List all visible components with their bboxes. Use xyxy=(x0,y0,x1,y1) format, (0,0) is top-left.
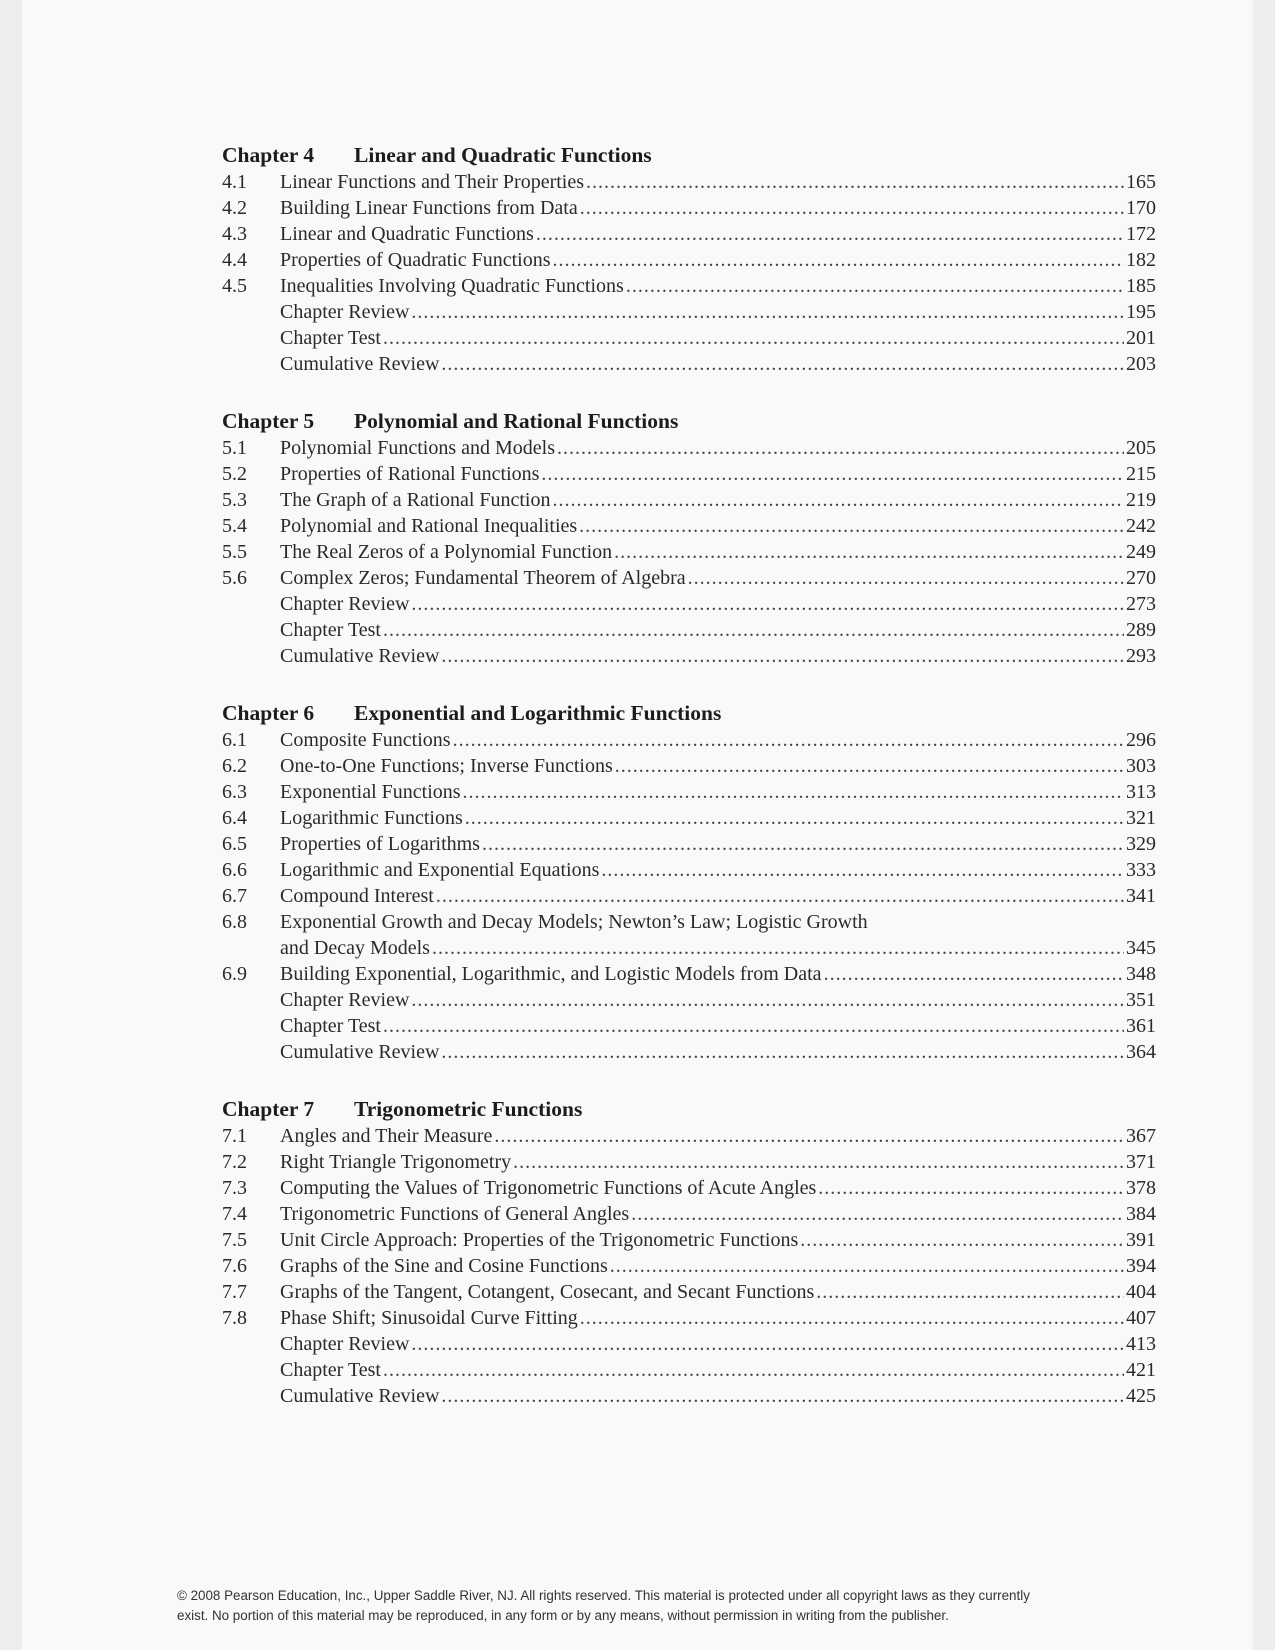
page-number: 293 xyxy=(1126,645,1156,667)
section-number: 7.8 xyxy=(222,1307,247,1329)
toc-entry xyxy=(222,1279,1156,1305)
chapter-title: Exponential and Logarithmic Functions xyxy=(354,701,722,725)
entry-title: Phase Shift; Sinusoidal Curve Fitting xyxy=(280,1307,578,1329)
dot-leader xyxy=(482,831,1124,857)
page-number: 378 xyxy=(1126,1177,1156,1199)
chapter-heading xyxy=(222,141,1156,169)
dot-leader xyxy=(586,169,1124,195)
page-number: 425 xyxy=(1126,1385,1156,1407)
dot-leader xyxy=(580,1305,1124,1331)
toc-entry xyxy=(222,325,1156,351)
page-number: 321 xyxy=(1126,807,1156,829)
dot-leader xyxy=(494,1123,1124,1149)
page-number: 215 xyxy=(1126,463,1156,485)
section-number: 7.6 xyxy=(222,1255,247,1277)
page-number: 384 xyxy=(1126,1203,1156,1225)
dot-leader xyxy=(465,805,1124,831)
entry-title: Chapter Test xyxy=(280,1015,381,1037)
toc-entry xyxy=(222,1305,1156,1331)
chapter-section xyxy=(222,141,1156,377)
entry-title: Properties of Quadratic Functions xyxy=(280,249,551,271)
section-number: 6.5 xyxy=(222,833,247,855)
page-number: 394 xyxy=(1126,1255,1156,1277)
toc-entry xyxy=(222,435,1156,461)
chapter-number: Chapter 4 xyxy=(222,143,315,167)
entry-title: Inequalities Involving Quadratic Functions xyxy=(280,275,624,297)
entry-title: Polynomial and Rational Inequalities xyxy=(280,515,578,537)
dot-leader xyxy=(383,325,1124,351)
section-number: 7.5 xyxy=(222,1229,247,1251)
section-number: 6.4 xyxy=(222,807,247,829)
copyright-line-2: exist. No portion of this material may be reproduced, in any form or by any means, without permission in writing from the publisher. xyxy=(177,1608,949,1623)
dot-leader xyxy=(800,1227,1124,1253)
toc-entry xyxy=(222,883,1156,909)
copyright-notice xyxy=(177,1586,1167,1626)
dot-leader xyxy=(513,1149,1124,1175)
document-page xyxy=(22,0,1253,1650)
dot-leader xyxy=(688,565,1124,591)
entry-title: Cumulative Review xyxy=(280,645,440,667)
toc-entry xyxy=(222,539,1156,565)
chapter-heading xyxy=(222,699,1156,727)
toc-entry xyxy=(222,1201,1156,1227)
section-number: 6.7 xyxy=(222,885,247,907)
dot-leader xyxy=(541,461,1124,487)
entry-title: Building Linear Functions from Data xyxy=(280,197,578,219)
entry-title: Trigonometric Functions of General Angles xyxy=(280,1203,630,1225)
page-number: 182 xyxy=(1126,249,1156,271)
section-number: 7.3 xyxy=(222,1177,247,1199)
chapter-section xyxy=(222,1095,1156,1409)
section-number: 6.3 xyxy=(222,781,247,803)
dot-leader xyxy=(580,195,1124,221)
section-number: 4.1 xyxy=(222,171,247,193)
entry-title: Chapter Test xyxy=(280,619,381,641)
entry-title: Logarithmic Functions xyxy=(280,807,463,829)
dot-leader xyxy=(441,1039,1124,1065)
dot-leader xyxy=(411,1331,1124,1357)
page-number: 296 xyxy=(1126,729,1156,751)
page-number: 367 xyxy=(1126,1125,1156,1147)
entry-title: Linear and Quadratic Functions xyxy=(280,223,534,245)
toc-entry xyxy=(222,299,1156,325)
page-number: 421 xyxy=(1126,1359,1156,1381)
chapter-number: Chapter 6 xyxy=(222,701,315,725)
chapter-number: Chapter 5 xyxy=(222,409,315,433)
section-number: 5.1 xyxy=(222,437,247,459)
toc-entry xyxy=(222,753,1156,779)
toc-entry xyxy=(222,487,1156,513)
entry-title: Cumulative Review xyxy=(280,1385,440,1407)
page-number: 333 xyxy=(1126,859,1156,881)
toc-entry xyxy=(222,1383,1156,1409)
page-number: 303 xyxy=(1126,755,1156,777)
toc-entry xyxy=(222,805,1156,831)
section-number: 7.7 xyxy=(222,1281,247,1303)
page-number: 313 xyxy=(1126,781,1156,803)
chapter-section xyxy=(222,407,1156,669)
chapter-section xyxy=(222,699,1156,1065)
dot-leader xyxy=(601,857,1124,883)
dot-leader xyxy=(626,273,1124,299)
dot-leader xyxy=(411,987,1124,1013)
toc-entry xyxy=(222,247,1156,273)
section-number: 6.8 xyxy=(222,911,247,933)
section-number: 5.6 xyxy=(222,567,247,589)
toc-entry xyxy=(222,643,1156,669)
section-number: 4.2 xyxy=(222,197,247,219)
section-number: 6.2 xyxy=(222,755,247,777)
dot-leader xyxy=(610,1253,1124,1279)
chapter-heading xyxy=(222,407,1156,435)
chapter-title: Linear and Quadratic Functions xyxy=(354,143,652,167)
toc-entry xyxy=(222,987,1156,1013)
page-number: 165 xyxy=(1126,171,1156,193)
section-number: 5.2 xyxy=(222,463,247,485)
dot-leader xyxy=(463,779,1124,805)
toc-entry xyxy=(222,1149,1156,1175)
entry-title: Exponential Functions xyxy=(280,781,461,803)
entry-title: The Graph of a Rational Function xyxy=(280,489,551,511)
toc-entry xyxy=(222,1175,1156,1201)
dot-leader xyxy=(553,247,1125,273)
section-number: 6.9 xyxy=(222,963,247,985)
dot-leader xyxy=(816,1279,1124,1305)
entry-title: Chapter Review xyxy=(280,1333,410,1355)
toc-entry xyxy=(222,1013,1156,1039)
dot-leader xyxy=(557,435,1124,461)
toc-entry xyxy=(222,857,1156,883)
entry-title: Composite Functions xyxy=(280,729,451,751)
toc-entry xyxy=(222,591,1156,617)
dot-leader xyxy=(631,1201,1124,1227)
copyright-line-1: © 2008 Pearson Education, Inc., Upper Saddle River, NJ. All rights reserved. This material is protected under all copyright laws as they currently xyxy=(177,1588,1030,1603)
entry-title: One-to-One Functions; Inverse Functions xyxy=(280,755,613,777)
page-number: 371 xyxy=(1126,1151,1156,1173)
entry-title: Right Triangle Trigonometry xyxy=(280,1151,512,1173)
entry-title: Properties of Logarithms xyxy=(280,833,480,855)
section-number: 4.4 xyxy=(222,249,247,271)
page-number: 270 xyxy=(1126,567,1156,589)
toc-entry xyxy=(222,617,1156,643)
toc-entry xyxy=(222,779,1156,805)
toc-entry xyxy=(222,909,1156,961)
entry-title: Graphs of the Sine and Cosine Functions xyxy=(280,1255,608,1277)
dot-leader xyxy=(824,961,1124,987)
toc-entry xyxy=(222,727,1156,753)
page-number: 203 xyxy=(1126,353,1156,375)
page-number: 201 xyxy=(1126,327,1156,349)
dot-leader xyxy=(432,935,1124,961)
dot-leader xyxy=(436,883,1124,909)
section-number: 6.6 xyxy=(222,859,247,881)
entry-title-continued: and Decay Models xyxy=(280,937,430,959)
entry-title: Graphs of the Tangent, Cotangent, Cosecant, and Secant Functions xyxy=(280,1281,815,1303)
page-number: 205 xyxy=(1126,437,1156,459)
page-number: 329 xyxy=(1126,833,1156,855)
dot-leader xyxy=(383,1013,1124,1039)
toc-entry xyxy=(222,221,1156,247)
page-number: 249 xyxy=(1126,541,1156,563)
section-number: 5.5 xyxy=(222,541,247,563)
dot-leader xyxy=(614,539,1124,565)
page-number: 345 xyxy=(1126,937,1156,959)
page-number: 219 xyxy=(1126,489,1156,511)
toc-entry xyxy=(222,565,1156,591)
dot-leader xyxy=(441,643,1124,669)
page-number: 391 xyxy=(1126,1229,1156,1251)
entry-title: Complex Zeros; Fundamental Theorem of Algebra xyxy=(280,567,686,589)
section-number: 5.4 xyxy=(222,515,247,537)
dot-leader xyxy=(536,221,1124,247)
dot-leader xyxy=(553,487,1125,513)
entry-title: Cumulative Review xyxy=(280,1041,440,1063)
page-number: 273 xyxy=(1126,593,1156,615)
entry-title: Unit Circle Approach: Properties of the Trigonometric Functions xyxy=(280,1229,799,1251)
section-number: 6.1 xyxy=(222,729,247,751)
toc-entry xyxy=(222,461,1156,487)
dot-leader xyxy=(411,591,1124,617)
entry-title: Chapter Test xyxy=(280,1359,381,1381)
entry-title: Building Exponential, Logarithmic, and Logistic Models from Data xyxy=(280,963,822,985)
chapter-title: Polynomial and Rational Functions xyxy=(354,409,679,433)
toc-entry xyxy=(222,831,1156,857)
page-number: 348 xyxy=(1126,963,1156,985)
entry-title: Chapter Review xyxy=(280,989,410,1011)
page-number: 195 xyxy=(1126,301,1156,323)
section-number: 5.3 xyxy=(222,489,247,511)
entry-title: Chapter Review xyxy=(280,593,410,615)
section-number: 7.2 xyxy=(222,1151,247,1173)
page-number: 351 xyxy=(1126,989,1156,1011)
entry-title: Computing the Values of Trigonometric Functions of Acute Angles xyxy=(280,1177,817,1199)
chapter-title: Trigonometric Functions xyxy=(354,1097,583,1121)
entry-title: Logarithmic and Exponential Equations xyxy=(280,859,600,881)
entry-title: Properties of Rational Functions xyxy=(280,463,540,485)
entry-title: Angles and Their Measure xyxy=(280,1125,493,1147)
toc-entry xyxy=(222,1253,1156,1279)
entry-title: The Real Zeros of a Polynomial Function xyxy=(280,541,613,563)
section-number: 4.5 xyxy=(222,275,247,297)
toc-entry xyxy=(222,1357,1156,1383)
entry-title: Compound Interest xyxy=(280,885,434,907)
dot-leader xyxy=(441,1383,1124,1409)
page-number: 413 xyxy=(1126,1333,1156,1355)
entry-title: Cumulative Review xyxy=(280,353,440,375)
page-number: 341 xyxy=(1126,885,1156,907)
dot-leader xyxy=(383,617,1124,643)
entry-title: Chapter Review xyxy=(280,301,410,323)
page-number: 361 xyxy=(1126,1015,1156,1037)
toc-entry xyxy=(222,1227,1156,1253)
entry-title: Exponential Growth and Decay Models; Newton’s Law; Logistic Growth xyxy=(280,911,868,933)
toc-entry xyxy=(222,195,1156,221)
chapter-heading xyxy=(222,1095,1156,1123)
dot-leader xyxy=(818,1175,1124,1201)
page-number: 364 xyxy=(1126,1041,1156,1063)
dot-leader xyxy=(383,1357,1124,1383)
dot-leader xyxy=(411,299,1124,325)
page-number: 172 xyxy=(1126,223,1156,245)
dot-leader xyxy=(453,727,1124,753)
dot-leader xyxy=(441,351,1124,377)
page-number: 289 xyxy=(1126,619,1156,641)
toc-entry xyxy=(222,1123,1156,1149)
toc-entry xyxy=(222,351,1156,377)
toc-entry xyxy=(222,1039,1156,1065)
page-number: 242 xyxy=(1126,515,1156,537)
section-number: 7.4 xyxy=(222,1203,247,1225)
page-number: 404 xyxy=(1126,1281,1156,1303)
page-number: 170 xyxy=(1126,197,1156,219)
dot-leader xyxy=(615,753,1124,779)
page-number: 407 xyxy=(1126,1307,1156,1329)
table-of-contents xyxy=(222,141,1156,1439)
entry-title: Polynomial Functions and Models xyxy=(280,437,555,459)
entry-title: Chapter Test xyxy=(280,327,381,349)
toc-entry xyxy=(222,273,1156,299)
section-number: 4.3 xyxy=(222,223,247,245)
chapter-number: Chapter 7 xyxy=(222,1097,315,1121)
toc-entry xyxy=(222,169,1156,195)
entry-title: Linear Functions and Their Properties xyxy=(280,171,585,193)
toc-entry xyxy=(222,513,1156,539)
toc-entry xyxy=(222,961,1156,987)
toc-entry xyxy=(222,1331,1156,1357)
dot-leader xyxy=(579,513,1124,539)
section-number: 7.1 xyxy=(222,1125,247,1147)
page-number: 185 xyxy=(1126,275,1156,297)
